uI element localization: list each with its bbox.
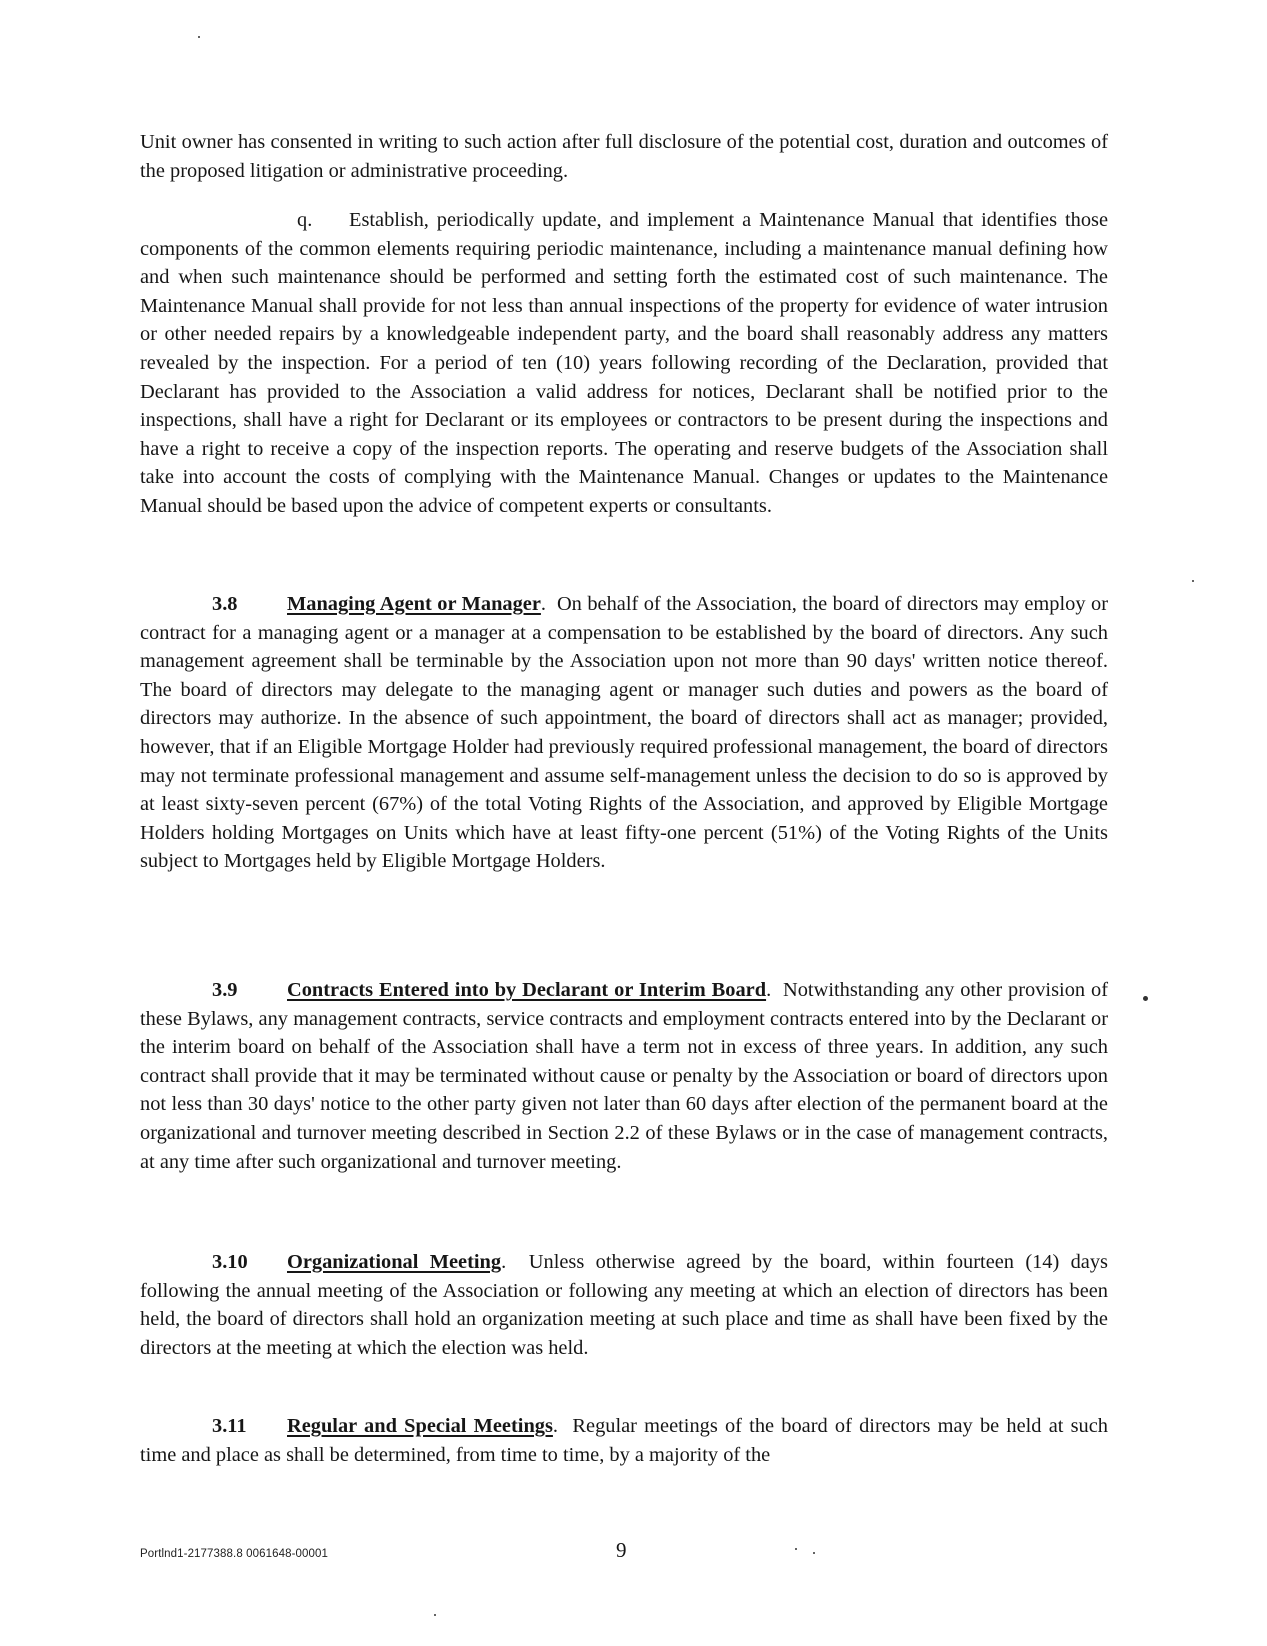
scan-speck — [1143, 996, 1148, 1001]
section-3-8: 3.8 Managing Agent or Manager. On behalf of the Association, the board of directors may employ or contract for a managing agent or a manager at a compensation to be established by the board of directors. Any such management agreement shall be terminable by the Association upon not more than 90 days' written notice thereof. The board of directors may delegate to the managing agent or manager such duties and powers as the board of directors may authorize. In the absence of such appointment, the board of directors shall act as manager; provided, however, that if an Eligible Mortgage Holder had previously required professional management, the board of directors may not terminate professional management and assume self-management unless the decision to do so is approved by at least sixty-seven percent (67%) of the total Voting Rights of the Association, and approved by Eligible Mortgage Holders holding Mortgages on Units which have at least fifty-one percent (51%) of the Voting Rights of the Units subject to Mortgages held by Eligible Mortgage Holders. — [140, 590, 1108, 876]
continuation-paragraph — [140, 128, 1108, 185]
section-number: 3.11 — [212, 1415, 247, 1437]
section-text: Regular meetings of the board of directors may be held at such time and place as shall be determined, from time to time, by a majority of the — [140, 1415, 1108, 1466]
scan-speck — [795, 1548, 797, 1550]
section-text: Unless otherwise agreed by the board, within fourteen (14) days following the annual meeting of the Association or following any meeting at which an election of directors has been held, the board of directors shall hold an organization meeting at such place and time as shall have been fixed by the directors at the meeting at which the election was held. — [140, 1251, 1108, 1359]
item-q-text: Establish, periodically update, and implement a Maintenance Manual that identifies those components of the common elements requiring periodic maintenance, including a maintenance manual defining how and when such maintenance should be performed and setting forth the estimated cost of such maintenance. The Maintenance Manual shall provide for not less than annual inspections of the property for evidence of water intrusion or other needed repairs by a knowledgeable independent party, and the board shall reasonably address any matters revealed by the inspection. For a period of ten (10) years following recording of the Declaration, provided that Declarant has provided to the Association a valid address for notices, Declarant shall be notified prior to the inspections, shall have a right for Declarant or its employees or contractors to be present during the inspections and have a right to receive a copy of the inspection reports. The operating and reserve budgets of the Association shall take into account the costs of complying with the Maintenance Manual. Changes or updates to the Maintenance Manual should be based upon the advice of competent experts or consultants. — [140, 209, 1108, 517]
section-number: 3.10 — [212, 1251, 248, 1273]
continuation-text: Unit owner has consented in writing to such action after full disclosure of the potential cost, duration and outcomes of the proposed litigation or administrative proceeding. — [140, 131, 1108, 182]
scan-speck — [198, 36, 200, 38]
scan-speck — [1192, 580, 1194, 582]
section-3-9: 3.9 Contracts Entered into by Declarant or Interim Board. Notwithstanding any other provision of these Bylaws, any management contracts, service contracts and employment contracts entered into by the Declarant or the interim board on behalf of the Association shall have a term not in excess of three years. In addition, any such contract shall provide that it may be terminated without cause or penalty by the Association or board of directors upon not less than 30 days' notice to the other party given not later than 60 days after election of the permanent board at the organizational and turnover meeting described in Section 2.2 of these Bylaws or in the case of management contracts, at any time after such organizational and turnover meeting. — [140, 976, 1108, 1176]
scan-speck — [813, 1552, 815, 1554]
document-reference: Portlnd1-2177388.8 0061648-00001 — [140, 1548, 328, 1560]
section-number: 3.9 — [212, 979, 238, 1001]
page-number: 9 — [616, 1538, 627, 1562]
section-title: Contracts Entered into by Declarant or Interim Board — [287, 979, 767, 1001]
section-number: 3.8 — [212, 593, 238, 615]
section-3-11: 3.11 Regular and Special Meetings. Regular meetings of the board of directors may be held at such time and place as shall be determined, from time to time, by a majority of the — [140, 1412, 1108, 1469]
section-text: Notwithstanding any other provision of these Bylaws, any management contracts, service contracts and employment contracts entered into by the Declarant or the interim board on behalf of the Association shall have a term not in excess of three years. In addition, any such contract shall provide that it may be terminated without cause or penalty by the Association or board of directors upon not less than 30 days' notice to the other party given not later than 60 days after election of the permanent board at the organizational and turnover meeting described in Section 2.2 of these Bylaws or in the case of management contracts, at any time after such organizational and turnover meeting. — [140, 979, 1108, 1173]
section-title: Organizational Meeting — [287, 1251, 502, 1273]
item-q-paragraph — [140, 206, 1108, 521]
scan-speck — [434, 1614, 436, 1616]
section-3-10: 3.10 Organizational Meeting. Unless otherwise agreed by the board, within fourteen (14) days following the annual meeting of the Association or following any meeting at which an election of directors has been held, the board of directors shall hold an organization meeting at such place and time as shall have been fixed by the directors at the meeting at which the election was held. — [140, 1248, 1108, 1362]
section-title: Regular and Special Meetings — [287, 1415, 553, 1437]
item-q-letter: q. — [297, 209, 313, 231]
section-title: Managing Agent or Manager — [287, 593, 541, 615]
section-text: On behalf of the Association, the board of directors may employ or contract for a managing agent or a manager at a compensation to be established by the board of directors. Any such management agreement shall be terminable by the Association upon not more than 90 days' written notice thereof. The board of directors may delegate to the managing agent or manager such duties and powers as the board of directors may authorize. In the absence of such appointment, the board of directors shall act as manager; provided, however, that if an Eligible Mortgage Holder had previously required professional management, the board of directors may not terminate professional management and assume self-management unless the decision to do so is approved by at least sixty-seven percent (67%) of the total Voting Rights of the Association, and approved by Eligible Mortgage Holders holding Mortgages on Units which have at least fifty-one percent (51%) of the Voting Rights of the Units subject to Mortgages held by Eligible Mortgage Holders. — [140, 593, 1108, 873]
